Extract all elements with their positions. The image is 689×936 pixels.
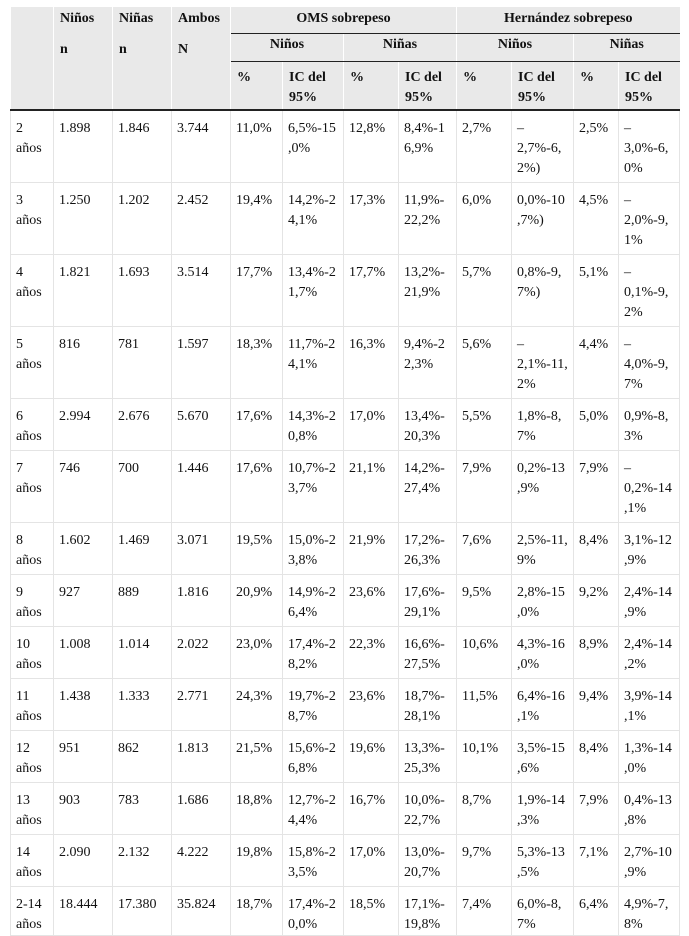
- ambos-n-cell: 3.514: [172, 254, 231, 326]
- hernandez-ninos-pct-cell: 8,7%: [457, 782, 512, 834]
- oms-ninos-ic-cell: 17,4%-28,2%: [283, 626, 344, 678]
- hernandez-ninas-pct-cell: 9,2%: [574, 574, 619, 626]
- ninos-n-cell: 18.444: [54, 886, 113, 936]
- oms-ninas-ic-cell: 14,2%-27,4%: [399, 450, 457, 522]
- oms-ninos-pct-cell: 23,0%: [231, 626, 283, 678]
- hernandez-ninas-ic-cell: –3,0%-6,0%: [619, 110, 680, 183]
- table-row: [11, 398, 680, 450]
- ninos-n-cell: 1.821: [54, 254, 113, 326]
- hernandez-ninas-pct-cell: 7,1%: [574, 834, 619, 886]
- age-cell: 2 años: [11, 110, 54, 183]
- oms-ninas-pct-cell: 21,1%: [344, 450, 399, 522]
- hernandez-ninas-ic-cell: –0,1%-9,2%: [619, 254, 680, 326]
- table-row: [11, 626, 680, 678]
- oms-ninos-pct-cell: 21,5%: [231, 730, 283, 782]
- ninas-n-cell: 2.132: [113, 834, 172, 886]
- hernandez-ninas-pct-cell: 8,4%: [574, 730, 619, 782]
- ninos-n-cell: 746: [54, 450, 113, 522]
- oms-ninas-pct-cell: 19,6%: [344, 730, 399, 782]
- hernandez-ninos-pct-cell: 5,7%: [457, 254, 512, 326]
- hernandez-ninos-pct-cell: 5,5%: [457, 398, 512, 450]
- oms-ninos-pct-cell: 18,8%: [231, 782, 283, 834]
- oms-ninos-pct-cell: 17,7%: [231, 254, 283, 326]
- ambos-n-cell: 1.686: [172, 782, 231, 834]
- ambos-n-cell: 1.813: [172, 730, 231, 782]
- hernandez-ninos-ic-cell: 6,0%-8,7%: [512, 886, 574, 936]
- table-row: [11, 522, 680, 574]
- table-body: [11, 110, 680, 936]
- age-cell: 4 años: [11, 254, 54, 326]
- oms-ninos-pct-cell: 19,5%: [231, 522, 283, 574]
- oms-ninas-pct-cell: 21,9%: [344, 522, 399, 574]
- oms-ninos-pct-cell: 17,6%: [231, 398, 283, 450]
- hernandez-ninas-pct-cell: 7,9%: [574, 782, 619, 834]
- oms-ninas-pct-cell: 18,5%: [344, 886, 399, 936]
- ninas-n-cell: 781: [113, 326, 172, 398]
- hernandez-ninas-pct-cell: 7,9%: [574, 450, 619, 522]
- ninas-n-cell: 1.846: [113, 110, 172, 183]
- ninas-n-cell: 1.469: [113, 522, 172, 574]
- age-cell: 9 años: [11, 574, 54, 626]
- oms-ninos-pct-cell: 20,9%: [231, 574, 283, 626]
- ambos-n-cell: 3.071: [172, 522, 231, 574]
- oms-ninos-ic-cell: 12,7%-24,4%: [283, 782, 344, 834]
- hernandez-ninas-pct-cell: 4,4%: [574, 326, 619, 398]
- hernandez-ninas-ic-cell: 2,7%-10,9%: [619, 834, 680, 886]
- ambos-n-cell: 1.597: [172, 326, 231, 398]
- oms-ninos-ic-cell: 15,8%-23,5%: [283, 834, 344, 886]
- table-row: [11, 254, 680, 326]
- ambos-n-cell: 2.771: [172, 678, 231, 730]
- oms-ninos-pct-cell: 19,4%: [231, 182, 283, 254]
- hernandez-group-header: Hernández sobrepeso: [457, 7, 680, 34]
- oms-ninos-pct-cell: 17,6%: [231, 450, 283, 522]
- oms-ninos-ic-cell: 13,4%-21,7%: [283, 254, 344, 326]
- oms-ninas-ic-header: IC del 95%: [399, 62, 457, 110]
- oms-ninos-ic-cell: 14,2%-24,1%: [283, 182, 344, 254]
- oms-ninos-pct-cell: 24,3%: [231, 678, 283, 730]
- hernandez-ninos-ic-cell: 1,8%-8,7%: [512, 398, 574, 450]
- oms-ninos-ic-cell: 6,5%-15,0%: [283, 110, 344, 183]
- oms-ninas-pct-cell: 17,0%: [344, 834, 399, 886]
- ninas-n-cell: 2.676: [113, 398, 172, 450]
- ninos-n-cell: 1.438: [54, 678, 113, 730]
- hernandez-ninas-ic-header: IC del 95%: [619, 62, 680, 110]
- hernandez-ninos-pct-cell: 9,7%: [457, 834, 512, 886]
- table-row: [11, 782, 680, 834]
- oms-ninas-ic-cell: 10,0%-22,7%: [399, 782, 457, 834]
- age-cell: 13 años: [11, 782, 54, 834]
- hernandez-ninos-pct-cell: 11,5%: [457, 678, 512, 730]
- hernandez-ninas-pct-cell: 5,1%: [574, 254, 619, 326]
- oms-ninos-pct-cell: 19,8%: [231, 834, 283, 886]
- oms-ninos-pct-cell: 11,0%: [231, 110, 283, 183]
- ambos-n-cell: 5.670: [172, 398, 231, 450]
- table-row: [11, 326, 680, 398]
- oms-ninos-pct-header: %: [231, 62, 283, 110]
- table-row: [11, 182, 680, 254]
- hernandez-ninos-pct-cell: 2,7%: [457, 110, 512, 183]
- ambos-n-cell: 1.446: [172, 450, 231, 522]
- table-row: [11, 110, 680, 183]
- ninos-n-cell: 2.090: [54, 834, 113, 886]
- ninos-n-cell: 816: [54, 326, 113, 398]
- hernandez-ninos-ic-cell: 1,9%-14,3%: [512, 782, 574, 834]
- table-row: [11, 450, 680, 522]
- oms-ninas-pct-cell: 23,6%: [344, 678, 399, 730]
- age-cell: 12 años: [11, 730, 54, 782]
- table-row: [11, 886, 680, 936]
- hernandez-ninos-ic-cell: 0,0%-10,7%): [512, 182, 574, 254]
- ninos-n-cell: 927: [54, 574, 113, 626]
- hernandez-ninos-pct-cell: 10,1%: [457, 730, 512, 782]
- age-cell: 6 años: [11, 398, 54, 450]
- age-cell: 5 años: [11, 326, 54, 398]
- ambos-header-sub: N: [178, 42, 189, 58]
- hernandez-ninas-ic-cell: –4,0%-9,7%: [619, 326, 680, 398]
- oms-ninos-ic-cell: 14,3%-20,8%: [283, 398, 344, 450]
- hernandez-ninas-ic-cell: –0,2%-14,1%: [619, 450, 680, 522]
- ambos-n-cell: 3.744: [172, 110, 231, 183]
- ninos-header-sub: n: [60, 42, 68, 58]
- hernandez-ninos-ic-cell: –2,1%-11,2%: [512, 326, 574, 398]
- hernandez-ninas-ic-cell: 2,4%-14,9%: [619, 574, 680, 626]
- oms-ninas-ic-cell: 17,6%-29,1%: [399, 574, 457, 626]
- ninas-n-cell: 1.333: [113, 678, 172, 730]
- ninos-n-cell: 1.008: [54, 626, 113, 678]
- oms-ninas-pct-cell: 16,7%: [344, 782, 399, 834]
- ninas-n-cell: 700: [113, 450, 172, 522]
- oms-ninos-ic-cell: 10,7%-23,7%: [283, 450, 344, 522]
- oms-ninas-pct-cell: 17,3%: [344, 182, 399, 254]
- oms-ninos-ic-header: IC del 95%: [283, 62, 344, 110]
- hernandez-ninos-ic-cell: 5,3%-13,5%: [512, 834, 574, 886]
- hernandez-ninas-ic-cell: 3,1%-12,9%: [619, 522, 680, 574]
- hernandez-ninos-ic-cell: 0,2%-13,9%: [512, 450, 574, 522]
- age-column-header: [11, 7, 54, 110]
- ambos-n-cell: 4.222: [172, 834, 231, 886]
- ninas-n-header: [113, 7, 172, 110]
- oms-ninos-header: Niños: [231, 34, 344, 62]
- oms-ninos-ic-cell: 19,7%-28,7%: [283, 678, 344, 730]
- oms-ninos-ic-cell: 11,7%-24,1%: [283, 326, 344, 398]
- oms-ninas-ic-cell: 17,2%-26,3%: [399, 522, 457, 574]
- oms-ninos-ic-cell: 14,9%-26,4%: [283, 574, 344, 626]
- ninas-n-cell: 783: [113, 782, 172, 834]
- ambos-n-cell: 35.824: [172, 886, 231, 936]
- oms-ninas-pct-cell: 17,7%: [344, 254, 399, 326]
- oms-ninos-ic-cell: 15,0%-23,8%: [283, 522, 344, 574]
- hernandez-ninos-pct-cell: 9,5%: [457, 574, 512, 626]
- hernandez-ninas-pct-cell: 4,5%: [574, 182, 619, 254]
- hernandez-ninos-header: Niños: [457, 34, 574, 62]
- table-row: [11, 678, 680, 730]
- table-row: [11, 730, 680, 782]
- age-cell: 8 años: [11, 522, 54, 574]
- ninas-n-cell: 17.380: [113, 886, 172, 936]
- oms-ninas-header: Niñas: [344, 34, 457, 62]
- hernandez-ninos-pct-header: %: [457, 62, 512, 110]
- oms-ninas-ic-cell: 18,7%-28,1%: [399, 678, 457, 730]
- hernandez-ninos-pct-cell: 10,6%: [457, 626, 512, 678]
- oms-ninas-ic-cell: 13,0%-20,7%: [399, 834, 457, 886]
- ninas-n-cell: 1.202: [113, 182, 172, 254]
- ninas-n-cell: 862: [113, 730, 172, 782]
- age-cell: 3 años: [11, 182, 54, 254]
- hernandez-ninas-ic-cell: 0,9%-8,3%: [619, 398, 680, 450]
- ninos-n-cell: 903: [54, 782, 113, 834]
- hernandez-ninas-ic-cell: 2,4%-14,2%: [619, 626, 680, 678]
- age-cell: 14 años: [11, 834, 54, 886]
- oms-ninas-pct-cell: 23,6%: [344, 574, 399, 626]
- hernandez-ninas-ic-cell: 0,4%-13,8%: [619, 782, 680, 834]
- hernandez-ninas-header: Niñas: [574, 34, 680, 62]
- hernandez-ninas-pct-cell: 8,4%: [574, 522, 619, 574]
- age-cell: 2-14 años: [11, 886, 54, 936]
- hernandez-ninos-ic-cell: –2,7%-6,2%): [512, 110, 574, 183]
- hernandez-ninos-ic-cell: 2,5%-11,9%: [512, 522, 574, 574]
- table-header: [11, 7, 680, 110]
- hernandez-ninas-pct-cell: 2,5%: [574, 110, 619, 183]
- hernandez-ninos-pct-cell: 7,4%: [457, 886, 512, 936]
- oms-ninos-ic-cell: 17,4%-20,0%: [283, 886, 344, 936]
- ninos-n-header: [54, 7, 113, 110]
- oms-ninas-pct-cell: 17,0%: [344, 398, 399, 450]
- oms-ninas-ic-cell: 13,4%-20,3%: [399, 398, 457, 450]
- hernandez-ninas-ic-cell: –2,0%-9,1%: [619, 182, 680, 254]
- ninos-n-cell: 1.250: [54, 182, 113, 254]
- oms-ninas-ic-cell: 13,3%-25,3%: [399, 730, 457, 782]
- age-cell: 10 años: [11, 626, 54, 678]
- oms-ninos-pct-cell: 18,3%: [231, 326, 283, 398]
- oms-ninos-ic-cell: 15,6%-26,8%: [283, 730, 344, 782]
- hernandez-ninos-ic-cell: 4,3%-16,0%: [512, 626, 574, 678]
- ninas-n-cell: 1.693: [113, 254, 172, 326]
- oms-ninas-pct-cell: 12,8%: [344, 110, 399, 183]
- table-row: [11, 574, 680, 626]
- hernandez-ninas-ic-cell: 4,9%-7,8%: [619, 886, 680, 936]
- ninos-n-cell: 1.602: [54, 522, 113, 574]
- table-row: [11, 834, 680, 886]
- oms-ninas-ic-cell: 13,2%-21,9%: [399, 254, 457, 326]
- hernandez-ninas-ic-cell: 3,9%-14,1%: [619, 678, 680, 730]
- oms-ninas-ic-cell: 9,4%-22,3%: [399, 326, 457, 398]
- hernandez-ninas-pct-cell: 9,4%: [574, 678, 619, 730]
- oms-ninas-ic-cell: 11,9%-22,2%: [399, 182, 457, 254]
- age-cell: 11 años: [11, 678, 54, 730]
- age-cell: 7 años: [11, 450, 54, 522]
- overweight-prevalence-table: [10, 7, 680, 936]
- ambos-n-cell: 1.816: [172, 574, 231, 626]
- ninos-header-label: Niños: [60, 11, 95, 26]
- hernandez-ninos-pct-cell: 5,6%: [457, 326, 512, 398]
- ambos-n-cell: 2.022: [172, 626, 231, 678]
- ninas-header-sub: n: [119, 42, 127, 58]
- table-container: [10, 7, 679, 936]
- ninos-n-cell: 2.994: [54, 398, 113, 450]
- hernandez-ninas-pct-cell: 6,4%: [574, 886, 619, 936]
- hernandez-ninos-ic-cell: 0,8%-9,7%): [512, 254, 574, 326]
- oms-ninas-ic-cell: 8,4%-16,9%: [399, 110, 457, 183]
- ninas-n-cell: 1.014: [113, 626, 172, 678]
- ambos-n-cell: 2.452: [172, 182, 231, 254]
- ambos-header-label: Ambos: [178, 11, 221, 26]
- oms-group-header: OMS sobrepeso: [231, 7, 457, 34]
- oms-ninos-pct-cell: 18,7%: [231, 886, 283, 936]
- hernandez-ninos-ic-cell: 3,5%-15,6%: [512, 730, 574, 782]
- hernandez-ninas-pct-cell: 8,9%: [574, 626, 619, 678]
- oms-ninas-pct-cell: 16,3%: [344, 326, 399, 398]
- ninos-n-cell: 951: [54, 730, 113, 782]
- oms-ninas-pct-header: %: [344, 62, 399, 110]
- hernandez-ninos-ic-cell: 2,8%-15,0%: [512, 574, 574, 626]
- ninos-n-cell: 1.898: [54, 110, 113, 183]
- hernandez-ninos-pct-cell: 7,6%: [457, 522, 512, 574]
- hernandez-ninas-pct-cell: 5,0%: [574, 398, 619, 450]
- hernandez-ninos-ic-header: IC del 95%: [512, 62, 574, 110]
- hernandez-ninas-pct-header: %: [574, 62, 619, 110]
- ninas-header-label: Niñas: [119, 11, 154, 26]
- oms-ninas-ic-cell: 17,1%-19,8%: [399, 886, 457, 936]
- oms-ninas-ic-cell: 16,6%-27,5%: [399, 626, 457, 678]
- oms-ninas-pct-cell: 22,3%: [344, 626, 399, 678]
- hernandez-ninos-pct-cell: 6,0%: [457, 182, 512, 254]
- hernandez-ninas-ic-cell: 1,3%-14,0%: [619, 730, 680, 782]
- hernandez-ninos-ic-cell: 6,4%-16,1%: [512, 678, 574, 730]
- ambos-n-header: [172, 7, 231, 110]
- ninas-n-cell: 889: [113, 574, 172, 626]
- hernandez-ninos-pct-cell: 7,9%: [457, 450, 512, 522]
